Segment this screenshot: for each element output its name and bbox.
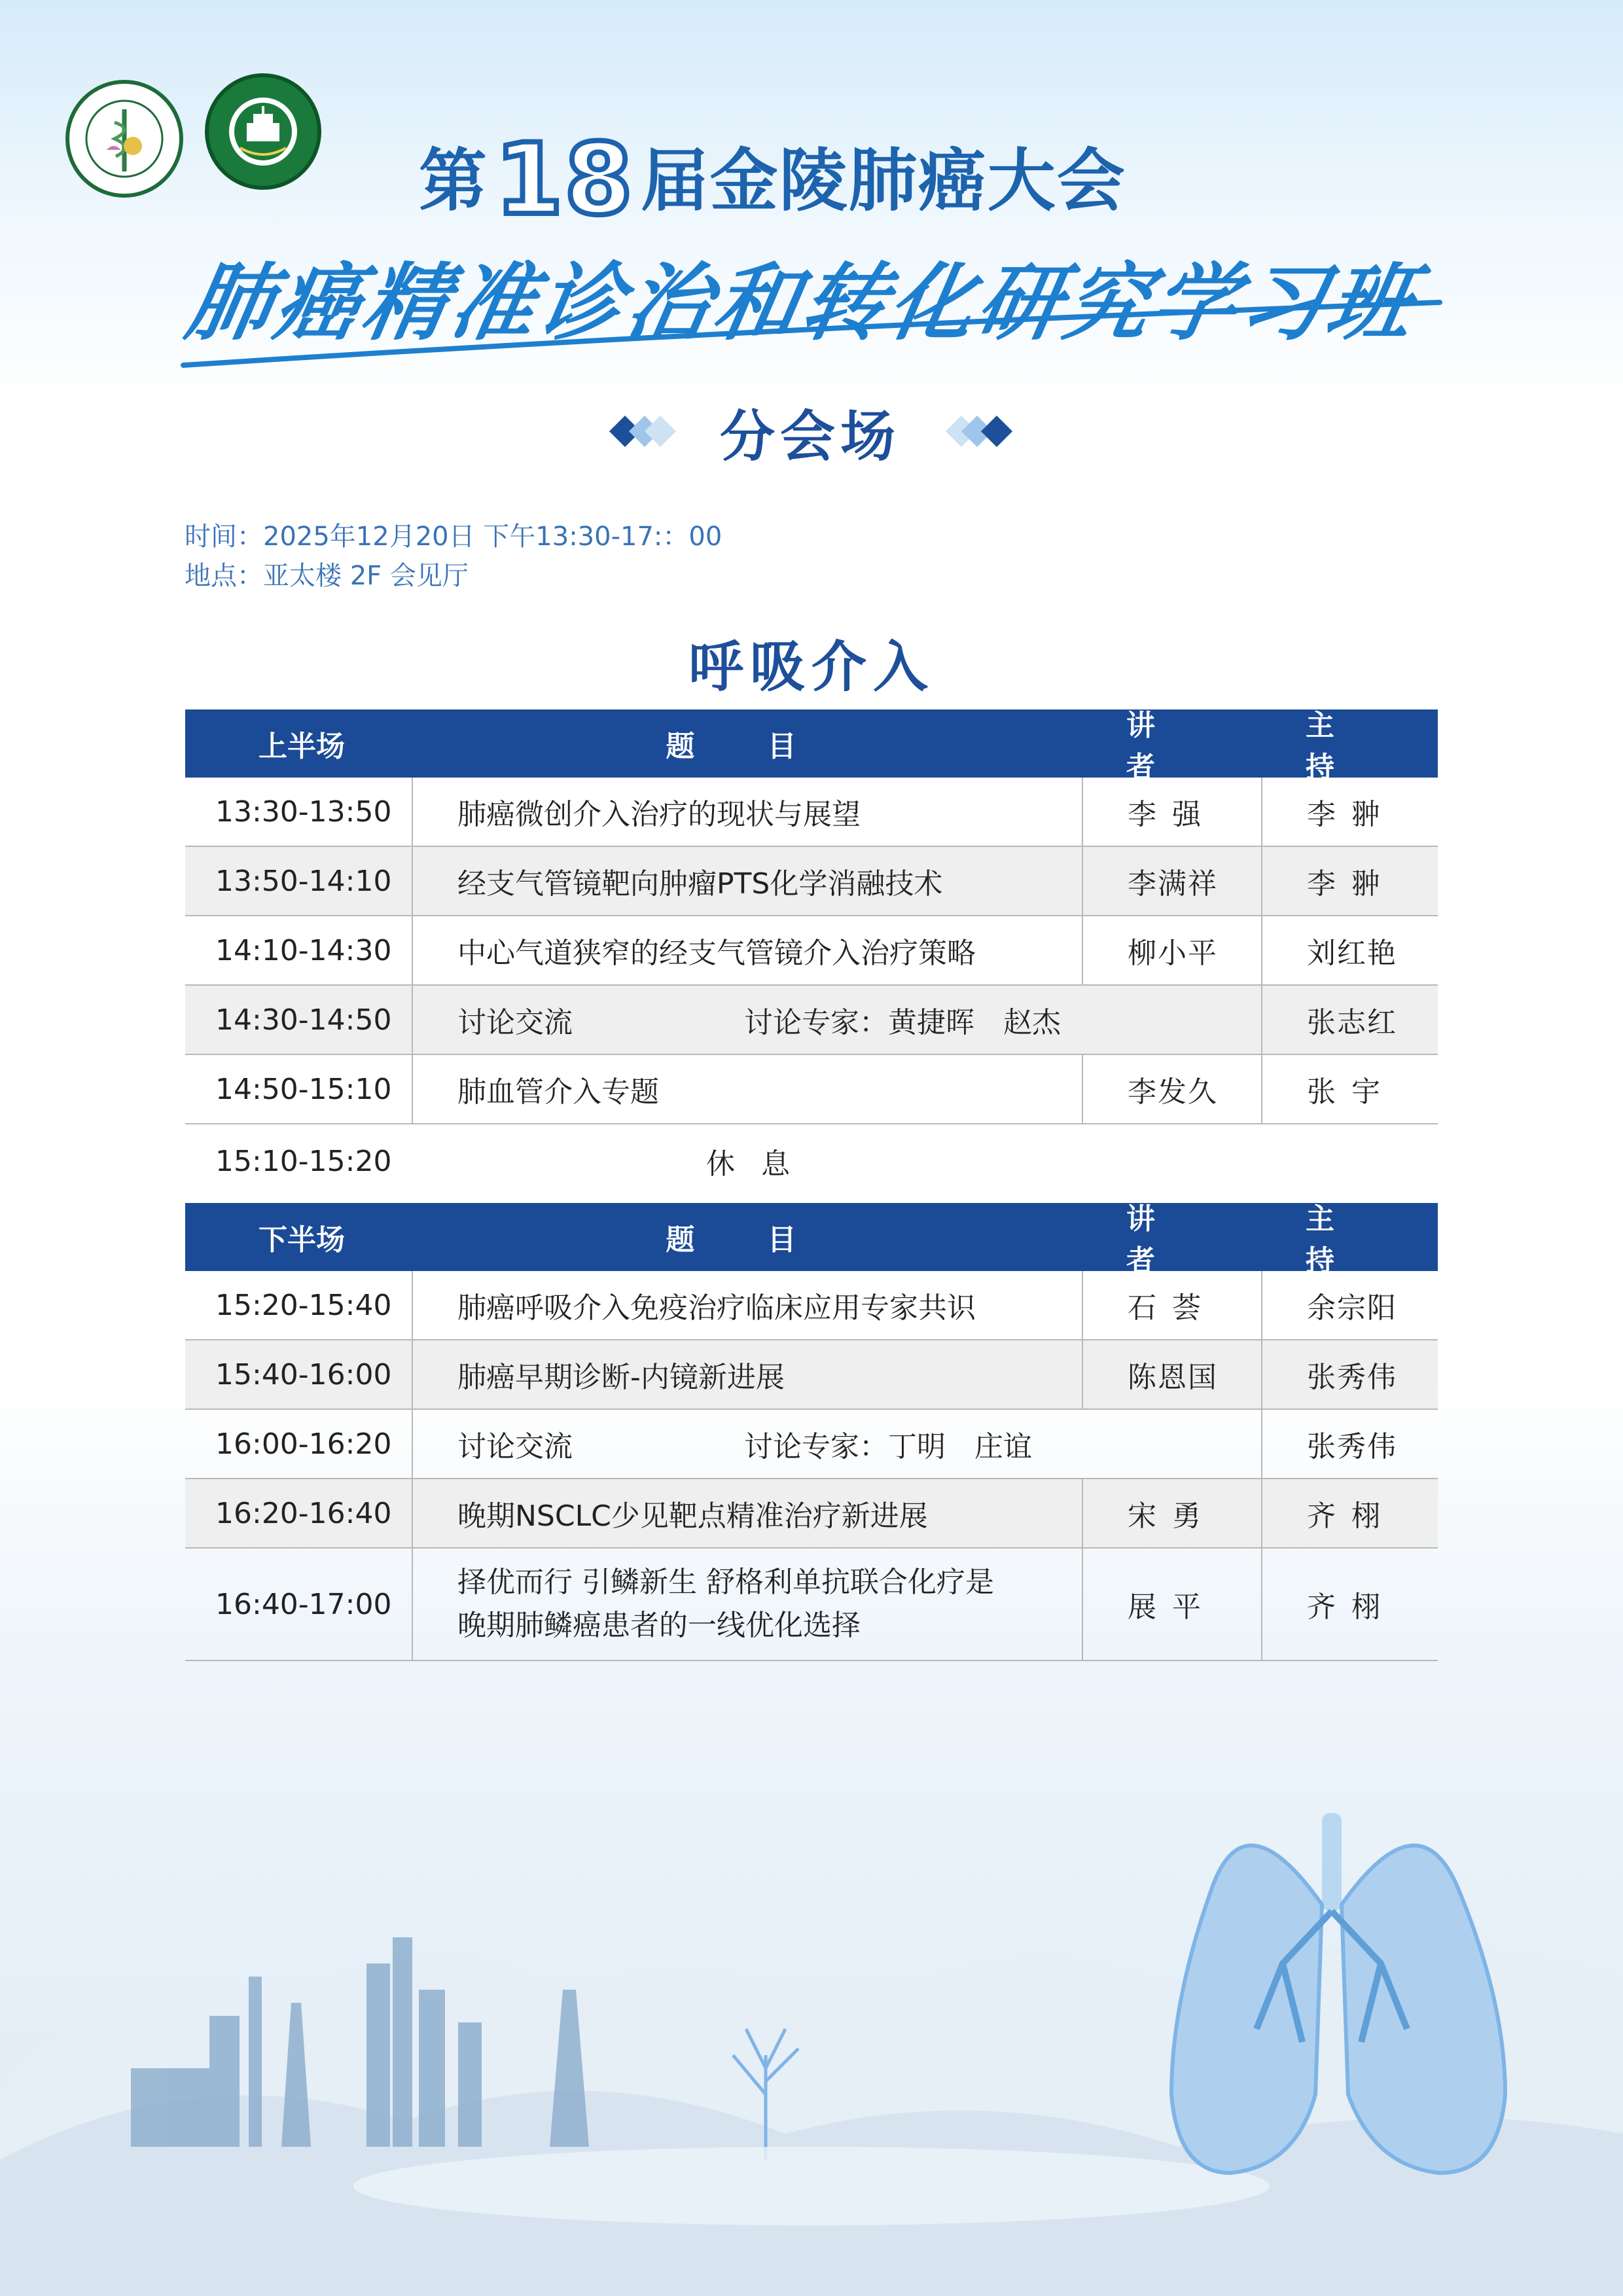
header-topic: 题 目: [666, 1223, 828, 1257]
section-title: 呼吸介入: [688, 635, 935, 699]
session-topic-line1: 择优而行 引鳞新生 舒格利单抗联合化疗是: [457, 1566, 994, 1599]
session-host: 齐栩: [1261, 1479, 1438, 1547]
session-time: 14:10-14:30: [215, 933, 392, 967]
course-title: 肺癌精准诊治和转化研究学习班: [179, 255, 1425, 352]
session-time: 15:40-16:00: [215, 1357, 392, 1391]
session-host: 张志红: [1261, 986, 1438, 1054]
conference-title: 第18届金陵肺癌大会: [419, 123, 1126, 237]
table-row: [185, 778, 1438, 847]
session-time: 16:20-16:40: [215, 1496, 392, 1530]
table-row: [185, 1340, 1438, 1410]
session-time: 16:00-16:20: [215, 1427, 392, 1461]
session-topic: 肺癌微创介入治疗的现状与展望: [412, 778, 1082, 846]
session-topic-line2: 晚期肺鳞癌患者的一线优化选择: [457, 1609, 861, 1642]
session-speaker: 宋勇: [1082, 1479, 1261, 1547]
discussion-experts: 讨论专家：黄捷晖 赵杰: [744, 1006, 1061, 1039]
session-host: 余宗阳: [1261, 1271, 1438, 1339]
header-speaker: 讲 者: [1126, 1202, 1179, 1278]
session-speaker: 李强: [1082, 778, 1261, 846]
table-row: [185, 1055, 1438, 1124]
session-topic: 中心气道狭窄的经支气管镜介入治疗策略: [412, 916, 1082, 984]
scenery-illustration: [0, 1597, 1623, 2296]
header-host: 主 持: [1306, 1202, 1358, 1278]
table-header: [185, 709, 1438, 784]
session-host: 张秀伟: [1261, 1410, 1438, 1478]
session-time: 15:20-15:40: [215, 1288, 392, 1322]
discussion-experts: 讨论专家：丁明 庄谊: [744, 1430, 1032, 1463]
header-speaker: 讲 者: [1126, 709, 1179, 784]
session-speaker: 柳小平: [1082, 916, 1261, 984]
table-row: [185, 1479, 1438, 1549]
session-host: 刘红艳: [1261, 916, 1438, 984]
event-location: 地点：亚太楼 2F 会见厅: [185, 561, 469, 591]
discussion-cell: [412, 986, 1261, 1054]
session-topic: 肺血管介入专题: [412, 1055, 1082, 1123]
session-host: 齐栩: [1261, 1549, 1438, 1660]
society-logo: [65, 80, 183, 198]
session-time: 13:50-14:10: [215, 864, 392, 898]
session-topic: 晚期NSCLC少见靶点精准治疗新进展: [412, 1479, 1082, 1547]
session-speaker: 陈恩国: [1082, 1340, 1261, 1408]
half-label: 上半场: [259, 730, 345, 763]
table-row: [185, 916, 1438, 986]
table-row: [185, 1410, 1438, 1479]
discussion-cell: [412, 1410, 1261, 1478]
session-host: 李翀: [1261, 847, 1438, 915]
session-time: 16:40-17:00: [215, 1587, 392, 1621]
diamond-icon: [981, 416, 1012, 447]
table-row: [185, 1271, 1438, 1340]
session-topic: 肺癌呼吸介入免疫治疗临床应用专家共识: [412, 1271, 1082, 1339]
event-time: 时间：2025年12月20日 下午13:30-17:：00: [185, 522, 722, 552]
header-host: 主 持: [1306, 709, 1358, 784]
break-row: [185, 1124, 1438, 1198]
brush-swoosh: [177, 288, 1446, 380]
schedule-first-half: [185, 709, 1438, 1198]
session-topic: 肺癌早期诊断-内镜新进展: [412, 1340, 1082, 1408]
break-label: 休息: [706, 1147, 816, 1181]
session-topic: 讨论交流: [457, 1006, 573, 1039]
break-time: 15:10-15:20: [215, 1144, 392, 1178]
session-host: 张秀伟: [1261, 1340, 1438, 1408]
header-topic: 题 目: [666, 730, 828, 763]
table-row: [185, 847, 1438, 916]
session-topic: 讨论交流: [457, 1430, 573, 1463]
session-time: 14:30-14:50: [215, 1003, 392, 1037]
session-speaker: 展平: [1082, 1549, 1261, 1660]
session-time: 13:30-13:50: [215, 795, 392, 829]
session-host: 张宇: [1261, 1055, 1438, 1123]
edition-number: 18: [495, 123, 634, 237]
session-speaker: 石荟: [1082, 1271, 1261, 1339]
session-topic: 经支气管镜靶向肿瘤PTS化学消融技术: [412, 847, 1082, 915]
hospital-logo: [205, 73, 321, 190]
schedule-second-half: [185, 1203, 1438, 1661]
table-header: [185, 1202, 1438, 1278]
page-subtitle: 分会场: [720, 404, 901, 469]
table-row: [185, 986, 1438, 1055]
half-label: 下半场: [259, 1223, 345, 1257]
session-time: 14:50-15:10: [215, 1072, 392, 1106]
session-host: 李翀: [1261, 778, 1438, 846]
session-speaker: 李满祥: [1082, 847, 1261, 915]
session-speaker: 李发久: [1082, 1055, 1261, 1123]
